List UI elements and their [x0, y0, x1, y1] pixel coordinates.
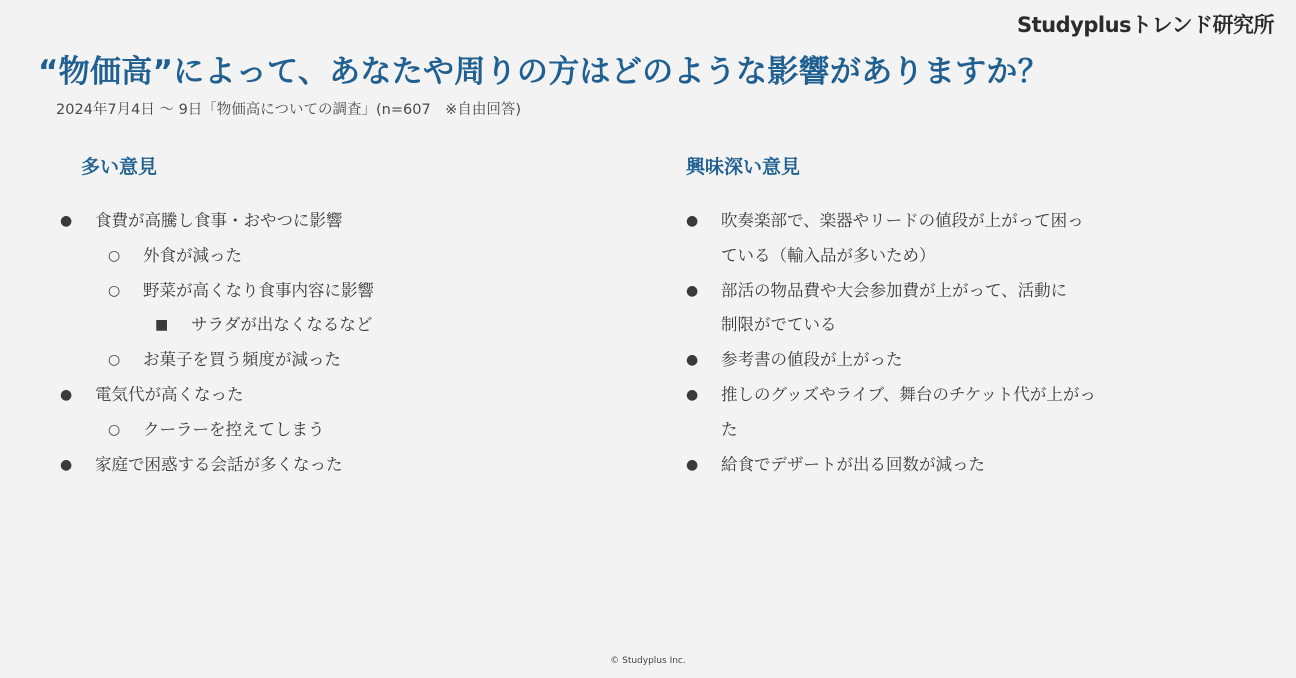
survey-subtitle: 2024年7月4日 〜 9日「物価高についての調査」(n=607 ※自由回答): [56, 102, 521, 118]
bullet-icon: ○: [108, 282, 121, 299]
list-item-text: 食費が高騰し食事・おやつに影響: [95, 211, 343, 230]
bullet-icon: ●: [60, 386, 73, 403]
list-item: [686, 378, 1096, 448]
list-item: [60, 448, 374, 483]
list-item-line: 給食でデザートが出る回数が減った: [721, 454, 985, 474]
bullet-icon: ■: [155, 317, 169, 334]
right-column-heading: 興味深い意見: [686, 156, 801, 178]
bullet-icon: ●: [686, 282, 699, 299]
bullet-icon: ●: [686, 386, 699, 403]
list-item-line: 制限がでている: [721, 315, 837, 335]
copyright-footer: © Studyplus Inc.: [610, 656, 686, 666]
list-item: [686, 343, 1096, 378]
page-title: “物価高”によって、あなたや周りの方はどのような影響がありますか？: [38, 54, 1050, 90]
list-item: [60, 378, 374, 413]
list-item-line: 参考書の値段が上がった: [721, 350, 903, 370]
list-item-line: 推しのグッズやライブ、舞台のチケット代が上がっ: [721, 384, 1096, 404]
list-item-line: 吹奏楽部で、楽器やリードの値段が上がって困っ: [721, 211, 1084, 230]
list-item: [60, 343, 374, 378]
list-item: [60, 308, 374, 343]
bullet-icon: ●: [686, 352, 699, 369]
list-item-text: サラダが出なくなるなど: [191, 315, 373, 335]
bullet-icon: ○: [108, 421, 121, 438]
list-item: [60, 239, 374, 274]
bullet-icon: ●: [686, 456, 699, 473]
list-item-text: 家庭で困惑する会話が多くなった: [95, 454, 343, 474]
list-item-text: 野菜が高くなり食事内容に影響: [143, 280, 374, 300]
common-opinions-list: [60, 204, 374, 482]
list-item-line: ている（輸入品が多いため）: [721, 245, 936, 265]
list-item: [686, 274, 1096, 344]
list-item: [60, 413, 374, 448]
bullet-icon: ●: [686, 213, 699, 229]
list-item: [60, 274, 374, 309]
bullet-icon: ○: [108, 352, 121, 369]
bullet-icon: ●: [60, 456, 73, 473]
list-item: [686, 448, 1096, 483]
list-item-line: 部活の物品費や大会参加費が上がって、活動に: [721, 280, 1068, 300]
list-item: [686, 204, 1096, 274]
bullet-icon: ●: [60, 213, 73, 229]
left-column-heading: 多い意見: [81, 156, 158, 178]
list-item-text: 電気代が高くなった: [95, 384, 244, 404]
list-item-text: 外食が減った: [143, 245, 242, 265]
bullet-icon: ○: [108, 247, 121, 264]
list-item-text: お菓子を買う頻度が減った: [143, 350, 341, 370]
list-item-text: クーラーを控えてしまう: [143, 419, 325, 439]
interesting-opinions-list: [686, 204, 1096, 482]
list-item-line: た: [721, 419, 738, 439]
list-item: [60, 204, 374, 239]
brand-logo-text: Studyplusトレンド研究所: [1017, 13, 1274, 37]
